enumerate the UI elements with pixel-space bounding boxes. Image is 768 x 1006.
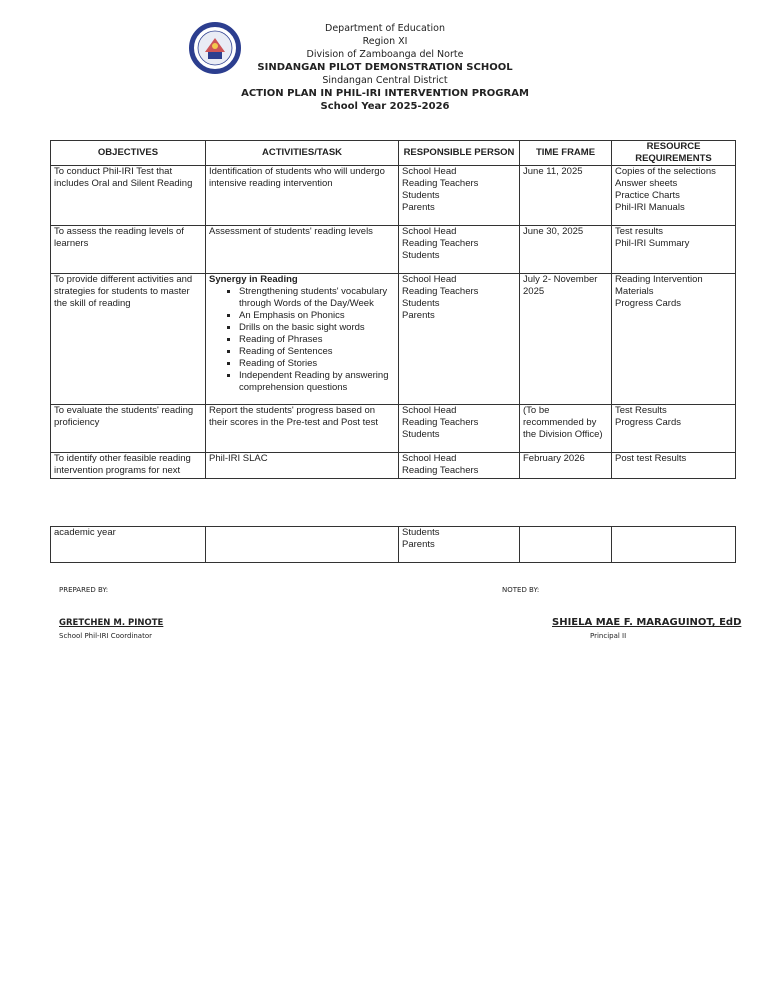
activity-title: Synergy in Reading — [209, 274, 298, 285]
person-item: Parents — [402, 202, 435, 213]
list-item: ▪ Reading of Phrases — [239, 334, 395, 346]
table-row — [51, 527, 736, 563]
persons-cell — [399, 527, 520, 563]
activity-cell: Report the students' progress based on their scores in the Pre-test and Post test — [206, 405, 399, 453]
prepared-by-name: GRETCHEN M. PINOTE — [59, 618, 164, 628]
department-line: Department of Education — [325, 23, 445, 34]
list-item: ▪ Independent Reading by answering comprehension questions — [239, 370, 395, 394]
objective-cell: To conduct Phil-IRI Test that includes Oral and Silent Reading — [51, 166, 206, 226]
noted-by-label: NOTED BY: — [502, 586, 540, 594]
time-cell: June 30, 2025 — [520, 226, 612, 274]
objective-cell: academic year — [51, 527, 206, 563]
time-cell: June 11, 2025 — [520, 166, 612, 226]
noted-by-name: SHIELA MAE F. MARAGUINOT, EdD — [552, 617, 742, 628]
person-item: Students — [402, 250, 440, 261]
column-header: ACTIVITIES/TASK — [206, 141, 399, 166]
time-cell — [520, 527, 612, 563]
school-name: SINDANGAN PILOT DEMONSTRATION SCHOOL — [257, 62, 513, 73]
resource-item: Phil-IRI Manuals — [615, 202, 685, 213]
person-item: Reading Teachers — [402, 238, 479, 249]
resources-cell — [612, 166, 736, 226]
resource-item: Answer sheets — [615, 178, 678, 189]
activity-cell — [206, 527, 399, 563]
svg-text:•: • — [201, 31, 203, 35]
activity-cell: Identification of students who will undergo intensive reading intervention — [206, 166, 399, 226]
person-item: School Head — [402, 405, 457, 416]
column-header: TIME FRAME — [520, 141, 612, 166]
table-row — [51, 453, 736, 479]
person-item: Reading Teachers — [402, 286, 479, 297]
resource-item: Test Results — [615, 405, 667, 416]
prepared-by-label: PREPARED BY: — [59, 586, 109, 594]
person-item: Parents — [402, 310, 435, 321]
continuation-table — [50, 526, 736, 563]
person-item: Students — [402, 298, 440, 309]
objective-cell: To provide different activities and strategies for students to master the skill of reading — [51, 274, 206, 405]
table-header-row — [51, 141, 736, 166]
table-row — [51, 274, 736, 405]
svg-text:•: • — [227, 31, 229, 35]
table-row — [51, 405, 736, 453]
person-item: Students — [402, 429, 440, 440]
district-line: Sindangan Central District — [322, 75, 448, 86]
persons-cell — [399, 274, 520, 405]
activity-cell — [206, 274, 399, 405]
person-item: Reading Teachers — [402, 465, 479, 476]
objective-cell: To evaluate the students' reading proficiency — [51, 405, 206, 453]
activity-cell: Assessment of students' reading levels — [206, 226, 399, 274]
division-line: Division of Zamboanga del Norte — [306, 49, 464, 60]
resource-item: Reading Intervention Materials — [615, 274, 703, 297]
column-header: RESPONSIBLE PERSON — [399, 141, 520, 166]
table-row — [51, 226, 736, 274]
persons-cell — [399, 453, 520, 479]
persons-cell — [399, 226, 520, 274]
document-header — [200, 22, 570, 113]
time-cell: July 2- November 2025 — [520, 274, 612, 405]
table-row — [51, 166, 736, 226]
prepared-by-role: School Phil-IRI Coordinator — [59, 632, 152, 640]
persons-cell — [399, 166, 520, 226]
noted-by-role: Principal II — [590, 632, 627, 640]
resources-cell: Post test Results — [612, 453, 736, 479]
action-plan-table — [50, 140, 736, 479]
resource-item: Progress Cards — [615, 298, 681, 309]
resource-item: Progress Cards — [615, 417, 681, 428]
list-item: ▪ Reading of Stories — [239, 358, 395, 370]
person-item: School Head — [402, 453, 457, 464]
person-item: School Head — [402, 274, 457, 285]
region-line: Region XI — [362, 36, 408, 47]
resources-cell — [612, 274, 736, 405]
person-item: School Head — [402, 166, 457, 177]
objective-cell: To identify other feasible reading intervention programs for next — [51, 453, 206, 479]
activity-list — [209, 286, 395, 394]
resource-item: Copies of the selections — [615, 166, 716, 177]
list-item: ▪ Drills on the basic sight words — [239, 322, 395, 334]
resource-item: Test results — [615, 226, 664, 237]
column-header: RESOURCE REQUIREMENTS — [612, 141, 736, 166]
time-cell: (To be recommended by the Division Office) — [520, 405, 612, 453]
resource-item: Phil-IRI Summary — [615, 238, 690, 249]
resource-item: Practice Charts — [615, 190, 680, 201]
document-title: ACTION PLAN IN PHIL-IRI INTERVENTION PROGRAM — [241, 88, 529, 99]
person-item: Reading Teachers — [402, 417, 479, 428]
objective-cell: To assess the reading levels of learners — [51, 226, 206, 274]
list-item: ▪ Strengthening students' vocabulary through Words of the Day/Week — [239, 286, 395, 310]
column-header: OBJECTIVES — [51, 141, 206, 166]
resources-cell — [612, 226, 736, 274]
resources-cell — [612, 527, 736, 563]
persons-cell — [399, 405, 520, 453]
person-item: Reading Teachers — [402, 178, 479, 189]
person-item: School Head — [402, 226, 457, 237]
activity-cell: Phil-IRI SLAC — [206, 453, 399, 479]
list-item: ▪ An Emphasis on Phonics — [239, 310, 395, 322]
person-item: Students — [402, 527, 440, 538]
list-item: ▪ Reading of Sentences — [239, 346, 395, 358]
time-cell: February 2026 — [520, 453, 612, 479]
person-item: Students — [402, 190, 440, 201]
person-item: Parents — [402, 539, 435, 550]
resources-cell — [612, 405, 736, 453]
school-year: School Year 2025-2026 — [320, 101, 450, 112]
